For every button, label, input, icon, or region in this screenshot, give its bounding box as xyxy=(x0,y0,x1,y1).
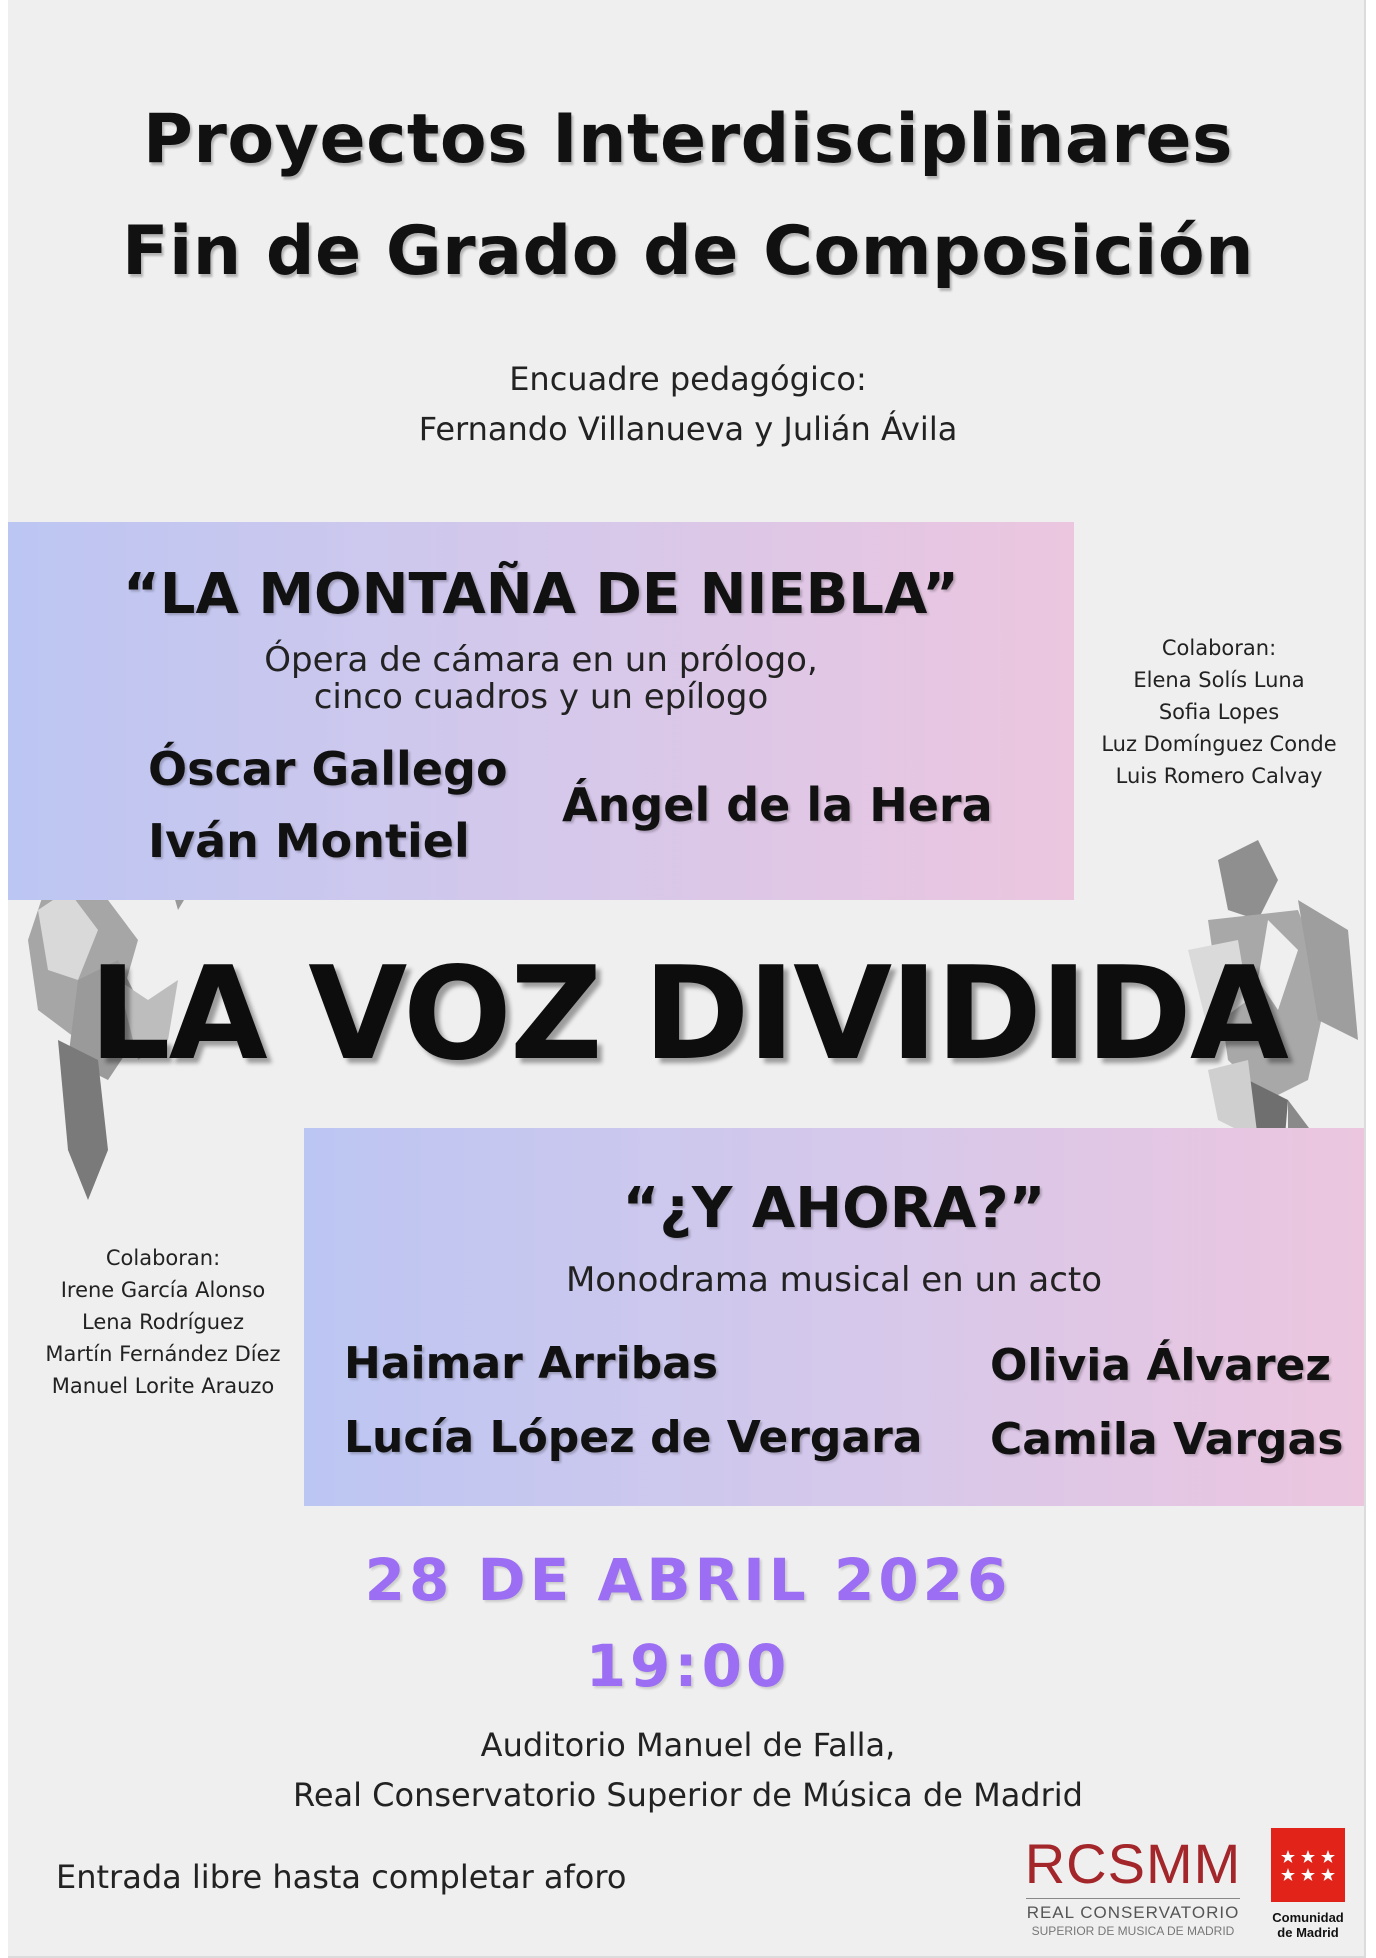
project2-band xyxy=(304,1128,1364,1506)
venue-line-2: Real Conservatorio Superior de Música de Madrid xyxy=(293,1776,1083,1814)
project1-author-3: Ángel de la Hera xyxy=(562,778,993,832)
comunidad-madrid-logo xyxy=(1266,1828,1350,1946)
project2-author-3: Olivia Álvarez xyxy=(990,1340,1331,1391)
project1-collaborators xyxy=(1074,632,1364,792)
event-time: 19:00 xyxy=(585,1632,791,1700)
madrid-line-2: de Madrid xyxy=(1277,1925,1339,1940)
project2-collaborator: Manuel Lorite Arauzo xyxy=(51,1374,275,1398)
project1-author-2: Iván Montiel xyxy=(148,814,470,868)
title-line-1: Proyectos Interdisciplinares xyxy=(143,100,1233,179)
project2-title: “¿Y AHORA?” xyxy=(622,1176,1046,1241)
project2-author-4: Camila Vargas xyxy=(990,1414,1344,1465)
poster xyxy=(8,0,1366,1958)
project1-collaborator: Luz Domínguez Conde xyxy=(1101,732,1337,756)
rcsmm-mark: RCSMM xyxy=(1024,1832,1242,1895)
rcsmm-line-2: SUPERIOR DE MUSICA DE MADRID xyxy=(1031,1924,1235,1938)
project1-author-1: Óscar Gallego xyxy=(148,742,508,796)
main-title: LA VOZ DIVIDIDA xyxy=(89,940,1287,1089)
project1-collaborator: Sofia Lopes xyxy=(1158,700,1280,724)
project2-subtitle: Monodrama musical en un acto xyxy=(565,1260,1103,1300)
madrid-line-1: Comunidad xyxy=(1272,1910,1344,1925)
project1-band xyxy=(8,522,1074,900)
madrid-flag-icon xyxy=(1271,1828,1345,1902)
project2-author-1: Haimar Arribas xyxy=(344,1338,719,1389)
stars-icon xyxy=(1271,1828,1345,1902)
project2-collab-label: Colaboran: xyxy=(105,1246,221,1270)
project1-title: “LA MONTAÑA DE NIEBLA” xyxy=(123,562,959,627)
project2-author-2: Lucía López de Vergara xyxy=(344,1412,923,1463)
project1-collaborator: Elena Solís Luna xyxy=(1133,668,1305,692)
project1-collaborator: Luis Romero Calvay xyxy=(1115,764,1323,788)
entry-note: Entrada libre hasta completar aforo xyxy=(56,1858,627,1896)
pedagogy-label: Encuadre pedagógico: xyxy=(509,360,867,398)
project1-collab-label: Colaboran: xyxy=(1161,636,1277,660)
event-date: 28 DE ABRIL 2026 xyxy=(364,1546,1012,1614)
project2-collaborator: Martín Fernández Díez xyxy=(45,1342,281,1366)
pedagogy-names: Fernando Villanueva y Julián Ávila xyxy=(418,410,958,448)
project2-collaborators xyxy=(18,1242,308,1402)
project2-collaborator: Irene García Alonso xyxy=(60,1278,266,1302)
venue-line-1: Auditorio Manuel de Falla, xyxy=(480,1726,896,1764)
project2-collaborator: Lena Rodríguez xyxy=(82,1310,244,1334)
title-line-2: Fin de Grado de Composición xyxy=(122,212,1254,291)
rcsmm-logo xyxy=(1020,1834,1246,1944)
rcsmm-line-1: REAL CONSERVATORIO xyxy=(1026,1903,1240,1922)
project1-subtitle-1: Ópera de cámara en un prólogo, xyxy=(264,640,818,680)
project1-subtitle-2: cinco cuadros y un epílogo xyxy=(313,677,769,717)
